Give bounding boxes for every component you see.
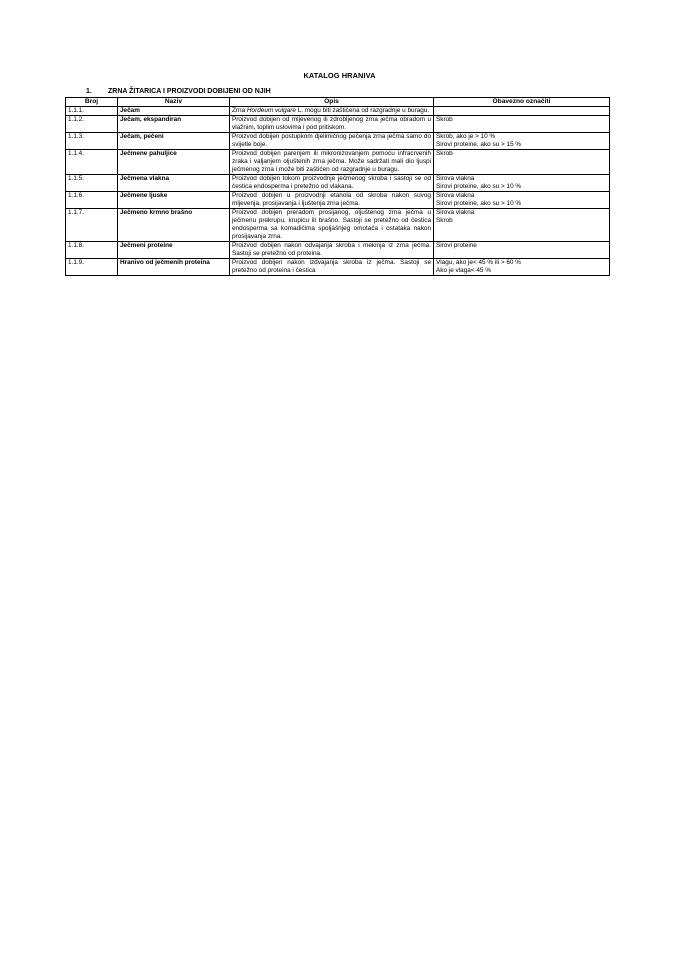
- required-item: Skrob: [436, 217, 453, 224]
- header-number: Broj: [66, 98, 118, 107]
- row-name: Ječam, ekspandiran: [118, 116, 230, 133]
- table-row: [66, 175, 610, 192]
- row-description: [230, 107, 434, 116]
- section-heading: [86, 88, 271, 95]
- required-item: Skrob: [436, 116, 453, 123]
- required-item: Sirova vlakna: [436, 192, 475, 199]
- row-description: Proizvod dobijen preradom prosijanog, oljuštenog zrna ječma u ječmenu prekrupu, krupicu ili brašno. Sastoji se pretežno od čestica endosperma sa komadićima spoljašnjeg omotača i ostataka nakon prosijavanja zrna.: [230, 209, 434, 242]
- row-name: Ječam, pečeni: [118, 133, 230, 150]
- row-number: 1.1.5.: [66, 175, 118, 192]
- header-required-labeling: Obavezno označiti: [434, 98, 610, 107]
- row-required: [434, 175, 610, 192]
- required-item: Sirovi proteine: [436, 242, 477, 249]
- row-required: [434, 107, 610, 116]
- row-number: 1.1.2.: [66, 116, 118, 133]
- required-item: Skrob: [436, 150, 453, 157]
- row-description: Proizvod dobijen tokom proizvodnje ječmenog skroba i sastoji se od čestica endosperma i pretežno od vlakana.: [230, 175, 434, 192]
- feed-catalog-table: [65, 97, 610, 276]
- description-text: L. mogu biti zaštićena od razgradnje u buragu.: [295, 107, 430, 114]
- required-item: Sirovi proteine, ako su > 10 %: [436, 183, 522, 190]
- row-required: [434, 116, 610, 133]
- row-number: 1.1.3.: [66, 133, 118, 150]
- row-description: Proizvod dobijen postupkom djelimičnog pečenja zrna ječma samo do svijetle boje.: [230, 133, 434, 150]
- row-required: [434, 259, 610, 276]
- required-item: Vlagu, ako je< 45 % ili > 60 %: [436, 259, 521, 266]
- scientific-name: Hordeum vulgare: [246, 107, 296, 114]
- row-required: [434, 150, 610, 175]
- row-number: 1.1.6.: [66, 192, 118, 209]
- section-number: 1.: [86, 88, 92, 95]
- row-number: 1.1.8.: [66, 242, 118, 259]
- required-item: Ako je vlaga< 45 %: [436, 267, 491, 274]
- row-number: 1.1.9.: [66, 259, 118, 276]
- row-required: [434, 192, 610, 209]
- row-name: Ječmeno krmno brašno: [118, 209, 230, 242]
- row-number: 1.1.4.: [66, 150, 118, 175]
- header-name: Naziv: [118, 98, 230, 107]
- row-number: 1.1.1.: [66, 107, 118, 116]
- row-name: Ječmeni proteine: [118, 242, 230, 259]
- required-item: Sirovi proteine, ako su > 10 %: [436, 200, 522, 207]
- page-title: KATALOG HRANIVA: [303, 71, 376, 80]
- row-name: Ječam: [118, 107, 230, 116]
- table-row: [66, 150, 610, 175]
- row-description: Proizvod dobijen nakon odvajanja skroba i mekinja iz zrna ječma. Sastoji se pretežno od proteina.: [230, 242, 434, 259]
- table-header-row: [66, 98, 610, 107]
- header-description: Opis: [230, 98, 434, 107]
- row-description: Proizvod dobijen u proizvodnji etanola od skroba nakon suvog mljevenja, prosijavanja i ljuštenja zrna ječma.: [230, 192, 434, 209]
- required-item: Skrob, ako je > 10 %: [436, 133, 496, 140]
- row-name: Ječmena vlakna: [118, 175, 230, 192]
- required-item: Sirovi proteine, ako su > 15 %: [436, 141, 522, 148]
- description-text: Zrna: [232, 107, 247, 114]
- table-row: [66, 192, 610, 209]
- row-required: [434, 133, 610, 150]
- row-required: [434, 209, 610, 242]
- required-item: Sirova vlakna: [436, 209, 475, 216]
- table-row: [66, 107, 610, 116]
- required-item: Sirova vlakna: [436, 175, 475, 182]
- row-description: Proizvod dobijen od mljevenog ili zdrobljenog zrna ječma obradom u vlažnim, toplim uslovima i pod pritiskom.: [230, 116, 434, 133]
- table-row: [66, 116, 610, 133]
- row-number: 1.1.7.: [66, 209, 118, 242]
- row-name: Ječmene ljuske: [118, 192, 230, 209]
- table-row: [66, 133, 610, 150]
- row-description: Proizvod dobijen nakon izdvajanja skroba iz ječma. Sastoji se pretežno od proteina i čestica: [230, 259, 434, 276]
- row-required: [434, 242, 610, 259]
- row-description: Proizvod dobijen parenjem ili mikronizovanjem pomoću infracrvenih zraka i valjanjem oljuštenih zrna ječma. Može sadržati mali dio ljuspi ječmenog zrna i može biti zaštićen od razgradnje u buragu.: [230, 150, 434, 175]
- table-row: [66, 242, 610, 259]
- row-name: Ječmene pahuljice: [118, 150, 230, 175]
- table-row: [66, 209, 610, 242]
- section-title: ZRNA ŽITARICA I PROIZVODI DOBIJENI OD NJIH: [108, 88, 271, 95]
- table-row: [66, 259, 610, 276]
- row-name: Hranivo od ječmenih proteina: [118, 259, 230, 276]
